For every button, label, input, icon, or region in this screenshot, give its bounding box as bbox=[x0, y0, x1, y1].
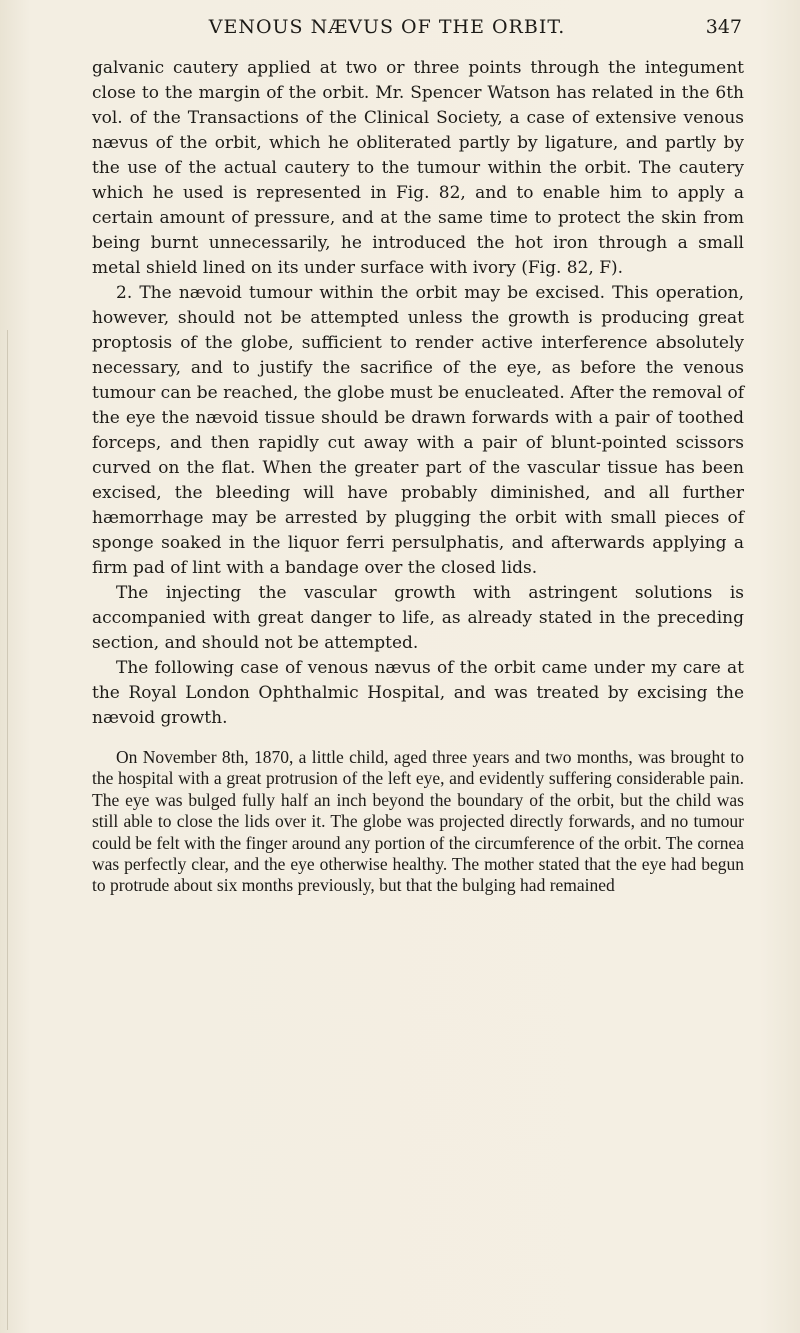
page-header bbox=[92, 16, 742, 44]
running-head: VENOUS NÆVUS OF THE ORBIT. bbox=[208, 16, 566, 38]
case-report: On November 8th, 1870, a little child, aged three years and two months, was brought to the hospital with a great protrusion of the left eye, and evidently suffering considerable pain. The eye was bulged fully half an inch beyond the boundary of the orbit, but the child was still able to close the lids over it. The globe was projected directly forwards, and no tumour could be felt with the finger around any portion of the circumference of the orbit. The cornea was perfectly clear, and the eye otherwise healthy. The mother stated that the eye had begun to protrude about six months previously, but that the bulging had remained bbox=[92, 747, 744, 896]
paragraph-injection: The injecting the vascular growth with astringent solutions is accompanied with great danger to life, as already stated in the preceding section, and should not be attempted. bbox=[92, 583, 744, 653]
page-number: 347 bbox=[705, 16, 742, 38]
page-edge-rule bbox=[7, 330, 8, 1330]
paragraph-case-intro: The following case of venous nævus of the orbit came under my care at the Royal London Ophthalmic Hospital, and was treated by excising the nævoid growth. bbox=[92, 658, 744, 728]
paragraph-excision: 2. The nævoid tumour within the orbit may be excised. This operation, however, should not be attempted unless the growth is producing great proptosis of the globe, sufficient to render active interference absolutely necessary, and to justify the sacrifice of the eye, as before the venous tumour can be reached, the globe must be enucleated. After the removal of the eye the nævoid tissue should be drawn forwards with a pair of toothed forceps, and then rapidly cut away with a pair of blunt-pointed scissors curved on the flat. When the greater part of the vascular tissue has been excised, the bleeding will have probably diminished, and all further hæmorrhage may be arrested by plugging the orbit with small pieces of sponge soaked in the liquor ferri persulphatis, and afterwards applying a firm pad of lint with a bandage over the closed lids. bbox=[92, 283, 744, 578]
page-body bbox=[92, 56, 744, 897]
paragraph-cautery: galvanic cautery applied at two or three points through the integument close to the margin of the orbit. Mr. Spencer Watson has related in the 6th vol. of the Transactions of the Clinical Society, a case of extensive venous nævus of the orbit, which he obliterated partly by ligature, and partly by the use of the actual cautery to the tumour within the orbit. The cautery which he used is represented in Fig. 82, and to enable him to apply a certain amount of pressure, and at the same time to protect the skin from being burnt unnecessarily, he introduced the hot iron through a small metal shield lined on its under surface with ivory (Fig. 82, F). bbox=[92, 58, 744, 278]
